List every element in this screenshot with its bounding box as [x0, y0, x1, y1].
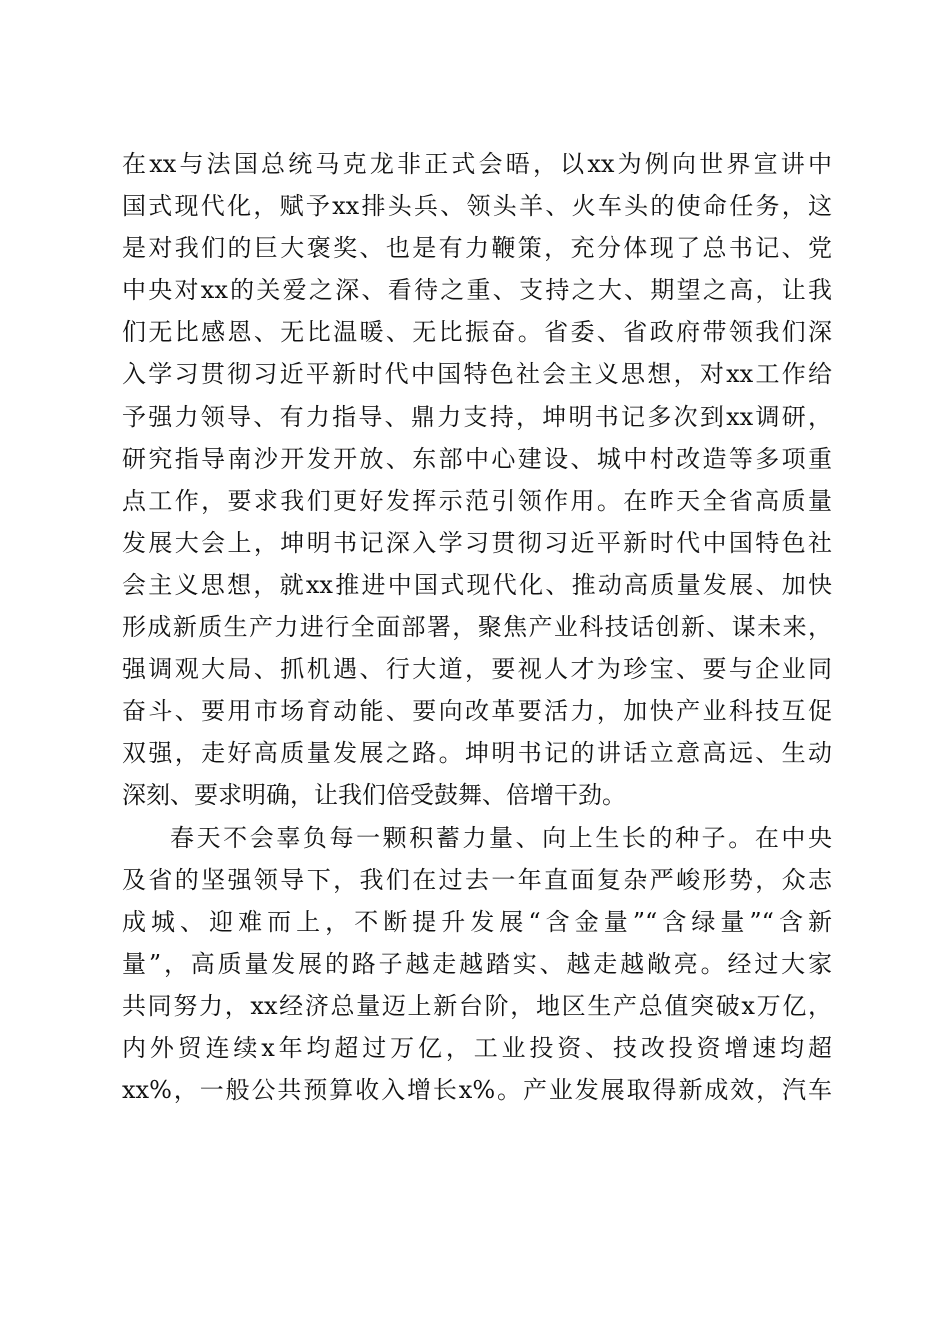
text-line: 春天不会辜负每一颗积蓄力量、向上生长的种子。在中央: [170, 823, 832, 852]
text-line: 成城、迎难而上，不断提升发展“含金量”“含绿量”“含新: [122, 907, 832, 936]
paragraph-1: [122, 143, 832, 817]
text-line: 入学习贯彻习近平新时代中国特色社会主义思想，对xx工作给: [122, 360, 832, 389]
text-line: 在xx与法国总统马克龙非正式会晤，以xx为例向世界宣讲中: [122, 150, 832, 178]
text-line: 予强力领导、有力指导、鼎力支持，坤明书记多次到xx调研，: [122, 402, 832, 431]
text-line: 共同努力，xx经济总量迈上新台阶，地区生产总值突破x万亿，: [122, 991, 832, 1020]
text-line: xx%，一般公共预算收入增长x%。产业发展取得新成效，汽车: [122, 1076, 832, 1105]
text-line: 奋斗、要用市场育动能、要向改革要活力，加快产业科技互促: [122, 697, 832, 726]
document-body: [122, 143, 832, 1111]
text-line: 国式现代化，赋予xx排头兵、领头羊、火车头的使命任务，这: [122, 192, 832, 221]
text-line: 中央对xx的关爱之深、看待之重、支持之大、期望之高，让我: [122, 276, 832, 305]
text-line: 强调观大局、抓机遇、行大道，要视人才为珍宝、要与企业同: [122, 655, 832, 684]
text-line: 会主义思想，就xx推进中国式现代化、推动高质量发展、加快: [122, 570, 832, 599]
paragraph-2: [122, 817, 832, 1112]
text-line: 是对我们的巨大褒奖、也是有力鞭策，充分体现了总书记、党: [122, 234, 832, 263]
text-line: 及省的坚强领导下，我们在过去一年直面复杂严峻形势，众志: [122, 865, 832, 894]
text-line: 双强，走好高质量发展之路。坤明书记的讲话立意高远、生动: [122, 739, 832, 768]
text-line: 点工作，要求我们更好发挥示范引领作用。在昨天全省高质量: [122, 486, 832, 515]
text-line: 深刻、要求明确，让我们倍受鼓舞、倍增干劲。: [122, 781, 626, 810]
text-line: 研究指导南沙开发开放、东部中心建设、城中村改造等多项重: [122, 444, 832, 473]
text-line: 发展大会上，坤明书记深入学习贯彻习近平新时代中国特色社: [122, 528, 832, 557]
text-line: 们无比感恩、无比温暖、无比振奋。省委、省政府带领我们深: [122, 318, 832, 347]
text-line: 内外贸连续x年均超过万亿，工业投资、技改投资增速均超: [122, 1033, 832, 1062]
text-line: 量”，高质量发展的路子越走越踏实、越走越敞亮。经过大家: [122, 949, 832, 978]
text-line: 形成新质生产力进行全面部署，聚焦产业科技话创新、谋未来，: [122, 613, 832, 642]
